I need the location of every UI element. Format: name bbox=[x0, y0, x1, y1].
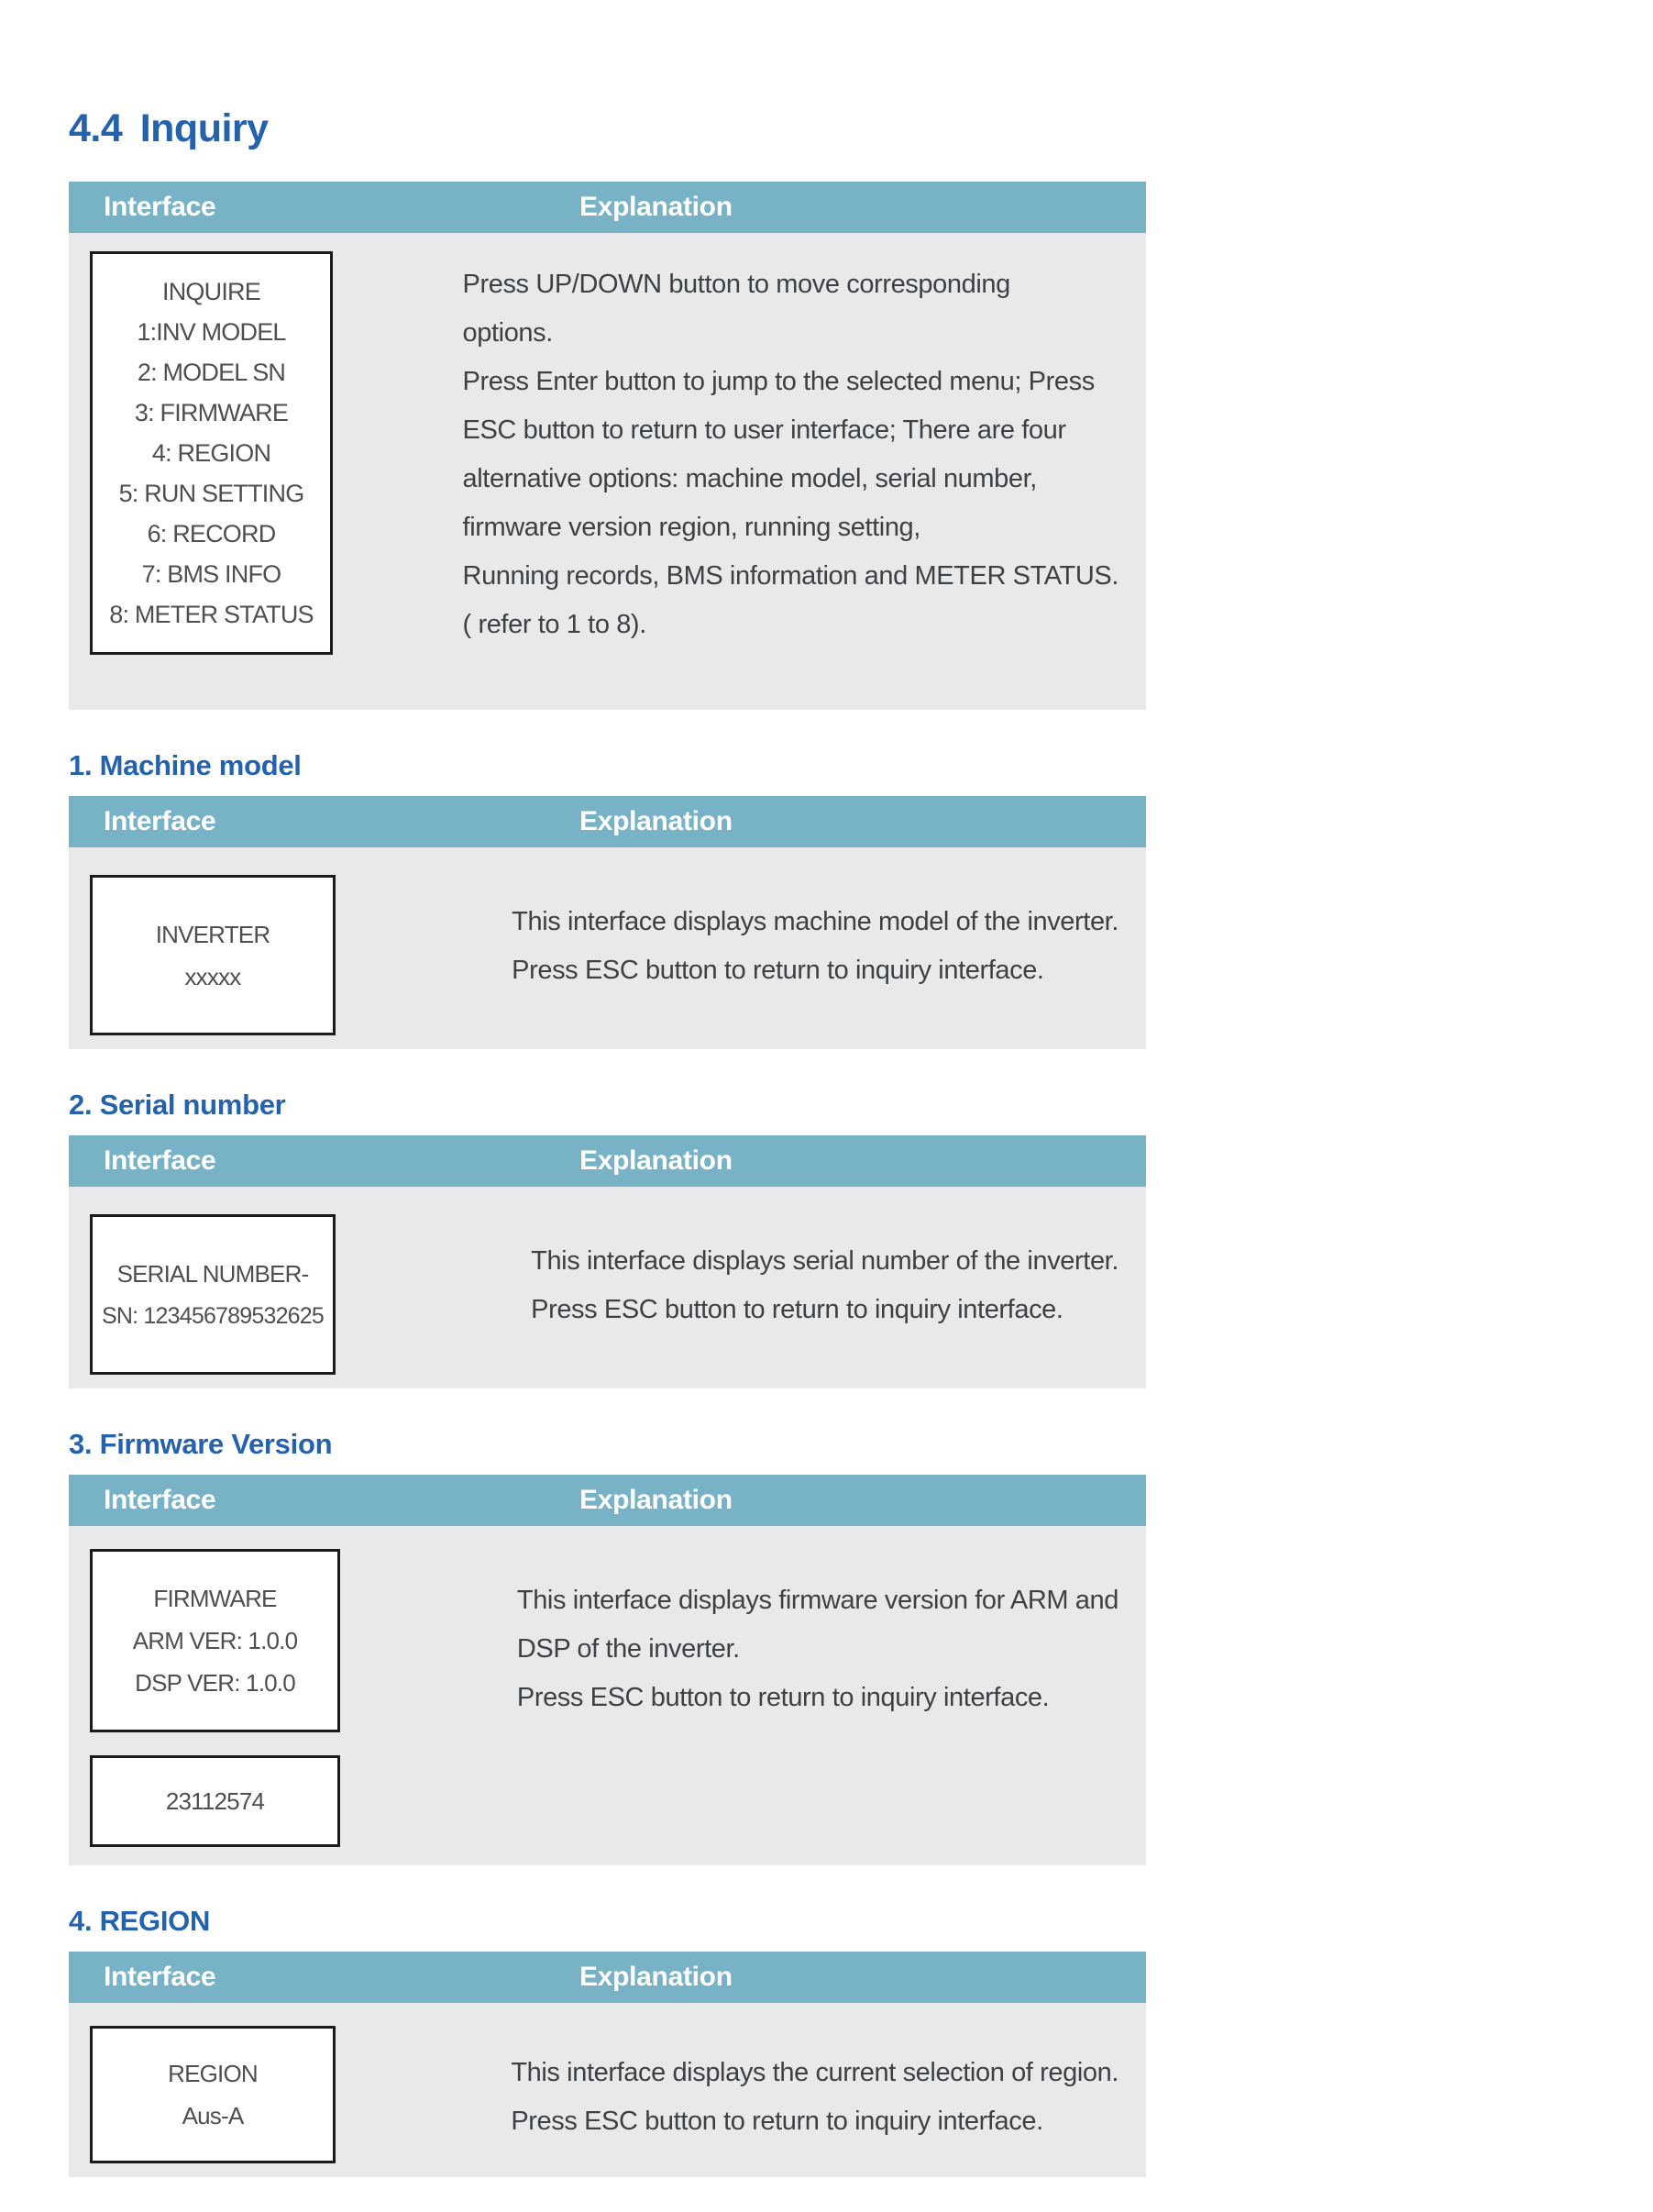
lcd-line: 5: RUN SETTING bbox=[118, 480, 304, 507]
interface-cell bbox=[69, 233, 463, 710]
explanation-column-header: Explanation bbox=[579, 1962, 733, 1992]
lcd-line: 2: MODEL SN bbox=[137, 359, 286, 386]
lcd-screen-region bbox=[90, 2026, 336, 2163]
lcd-screen-inquire-menu bbox=[90, 251, 333, 655]
explanation-line: This interface displays machine model of the inverter. bbox=[512, 907, 1119, 936]
page-title: 4.4 Inquiry bbox=[69, 106, 269, 150]
explanation-line: Press ESC button to return to inquiry interface. bbox=[512, 956, 1044, 985]
interface-column-header: Interface bbox=[104, 1485, 216, 1515]
lcd-line: 23112574 bbox=[165, 1787, 265, 1815]
explanation-line: Press ESC button to return to inquiry interface. bbox=[511, 2107, 1043, 2136]
lcd-screen-firmware-code bbox=[90, 1755, 340, 1847]
lcd-line: INQUIRE bbox=[162, 278, 260, 305]
lcd-line: 4: REGION bbox=[151, 439, 271, 467]
explanation-line: This interface displays firmware version for ARM and bbox=[516, 1586, 1119, 1615]
explanation-line: This interface displays the current selection of region. bbox=[511, 2058, 1119, 2087]
explanation-line: ( refer to 1 to 8). bbox=[462, 610, 646, 639]
table-header-row bbox=[69, 1135, 1146, 1187]
table-header-row bbox=[69, 796, 1146, 847]
explanation-line: options. bbox=[462, 318, 553, 348]
explanation-column-header: Explanation bbox=[579, 1485, 733, 1515]
table-body bbox=[69, 233, 1146, 710]
explanation-column-header: Explanation bbox=[579, 1145, 733, 1176]
interface-cell bbox=[69, 847, 512, 1049]
lcd-line: 8: METER STATUS bbox=[109, 601, 314, 628]
lcd-line: FIRMWARE bbox=[153, 1585, 277, 1612]
explanation-line: Press ESC button to return to inquiry interface. bbox=[516, 1683, 1050, 1712]
explanation-cell bbox=[517, 1526, 1146, 1865]
lcd-line: Aus-A bbox=[182, 2102, 244, 2129]
lcd-line: 3: FIRMWARE bbox=[134, 399, 289, 426]
explanation-line: ESC button to return to user interface; There are four bbox=[462, 415, 1066, 445]
explanation-column-header: Explanation bbox=[579, 806, 733, 836]
explanation-line: alternative options: machine model, serial number, bbox=[462, 464, 1037, 493]
lcd-line: SERIAL NUMBER- bbox=[116, 1259, 309, 1288]
lcd-line: 7: BMS INFO bbox=[141, 560, 281, 588]
explanation-cell bbox=[511, 2003, 1146, 2177]
section-heading-serial-number: 2. Serial number bbox=[69, 1089, 286, 1121]
interface-cell bbox=[69, 1526, 517, 1865]
explanation-line: Press UP/DOWN button to move corresponding bbox=[462, 270, 1010, 299]
explanation-line: This interface displays serial number of the inverter. bbox=[531, 1246, 1119, 1276]
page-content bbox=[69, 104, 1146, 2177]
interface-cell bbox=[69, 1187, 531, 1388]
machine-model-table bbox=[69, 796, 1146, 1049]
lcd-line: xxxxx bbox=[184, 962, 241, 990]
explanation-line: Running records, BMS information and METER STATUS. bbox=[462, 561, 1119, 591]
interface-column-header: Interface bbox=[104, 192, 216, 222]
explanation-line: Press ESC button to return to inquiry interface. bbox=[531, 1295, 1063, 1324]
lcd-line: SN: 123456789532625 bbox=[102, 1302, 324, 1329]
lcd-screen-machine-model bbox=[90, 875, 336, 1035]
table-header-row bbox=[69, 1475, 1146, 1526]
explanation-cell bbox=[531, 1187, 1146, 1388]
inquiry-table bbox=[69, 182, 1146, 710]
explanation-line: Press Enter button to jump to the selected menu; Press bbox=[462, 367, 1095, 396]
interface-column-header: Interface bbox=[104, 1145, 216, 1176]
explanation-line: firmware version region, running setting, bbox=[462, 513, 920, 542]
lcd-line: INVERTER bbox=[155, 920, 270, 948]
lcd-line: 1:INV MODEL bbox=[137, 318, 286, 346]
lcd-line: ARM VER: 1.0.0 bbox=[132, 1627, 298, 1654]
table-header-row bbox=[69, 1952, 1146, 2003]
region-table bbox=[69, 1952, 1146, 2177]
table-header-row bbox=[69, 182, 1146, 233]
explanation-cell bbox=[463, 233, 1146, 710]
table-body bbox=[69, 1187, 1146, 1388]
lcd-line: DSP VER: 1.0.0 bbox=[135, 1669, 295, 1697]
table-body bbox=[69, 1526, 1146, 1865]
interface-column-header: Interface bbox=[104, 1962, 216, 1992]
explanation-column-header: Explanation bbox=[579, 192, 733, 222]
lcd-line: 6: RECORD bbox=[147, 520, 276, 547]
section-heading-region: 4. REGION bbox=[69, 1905, 211, 1937]
section-heading-firmware-version: 3. Firmware Version bbox=[69, 1428, 333, 1460]
interface-column-header: Interface bbox=[104, 806, 216, 836]
firmware-version-table bbox=[69, 1475, 1146, 1865]
lcd-screen-firmware bbox=[90, 1549, 340, 1732]
table-body bbox=[69, 847, 1146, 1049]
serial-number-table bbox=[69, 1135, 1146, 1388]
explanation-line: DSP of the inverter. bbox=[516, 1634, 740, 1664]
lcd-screen-serial-number bbox=[90, 1214, 336, 1375]
section-heading-machine-model: 1. Machine model bbox=[69, 749, 302, 781]
interface-cell bbox=[69, 2003, 511, 2177]
table-body bbox=[69, 2003, 1146, 2177]
lcd-line: REGION bbox=[168, 2060, 258, 2087]
explanation-cell bbox=[512, 847, 1146, 1049]
